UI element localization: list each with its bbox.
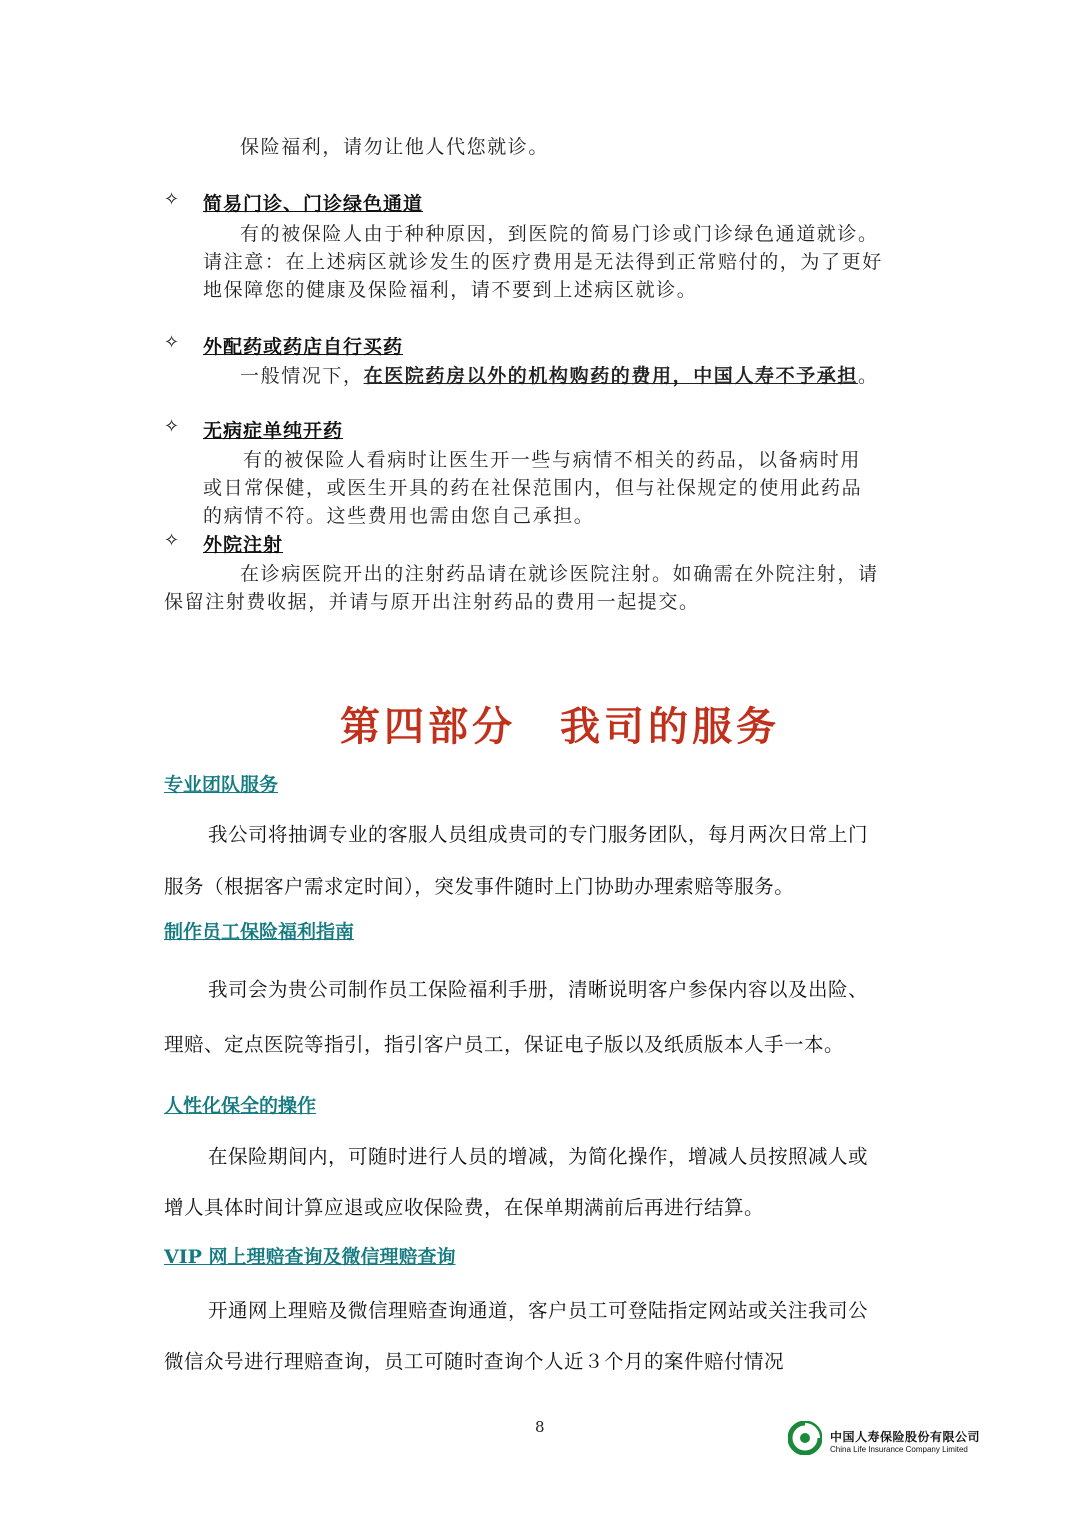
bullet-line-mixed: [240, 361, 879, 388]
bullet-diamond-icon: ✧: [164, 189, 180, 210]
section-title-benefit-guide: 制作员工保险福利指南: [164, 921, 355, 943]
bullet-line: 保留注射费收据，并请与原开出注射药品的费用一起提交。: [164, 591, 700, 613]
section-line: 我司会为贵公司制作员工保险福利手册，清晰说明客户参保内容以及出险、: [208, 978, 869, 1001]
bullet-line: 地保障您的健康及保险福利，请不要到上述病区就诊。: [203, 279, 698, 301]
section-line: 理赔、定点医院等指引，指引客户员工，保证电子版以及纸质版本人手一本。: [164, 1033, 845, 1056]
section-line: 在保险期间内，可随时进行人员的增减，为简化操作，增减人员按照减人或: [208, 1145, 869, 1168]
section-line: 微信众号进行理赔查询，员工可随时查询个人近３个月的案件赔付情况: [164, 1350, 785, 1373]
logo-chinese-name: 中国人寿保险股份有限公司: [830, 1430, 981, 1444]
section-title-preservation: 人性化保全的操作: [164, 1095, 317, 1117]
bullet-line: 有的被保险人由于种种原因，到医院的简易门诊或门诊绿色通道就诊。: [240, 223, 879, 245]
section-line: 我公司将抽调专业的客服人员组成贵司的专门服务团队，每月两次日常上门: [208, 823, 869, 846]
china-life-logo-icon: [788, 1421, 822, 1455]
bullet-diamond-icon: ✧: [164, 530, 180, 551]
bullet-diamond-icon: ✧: [164, 332, 180, 353]
bullet-line-suffix: 。: [858, 365, 879, 387]
logo-english-name: China Life Insurance Company Limited: [830, 1445, 968, 1454]
bullet-line: 请注意：在上述病区就诊发生的医疗费用是无法得到正常赔付的，为了更好: [203, 251, 883, 273]
bullet-line: 在诊病医院开出的注射药品请在就诊医院注射。如确需在外院注射，请: [240, 563, 879, 585]
section-title-vip-claims: VIP 网上理赔查询及微信理赔查询: [164, 1246, 456, 1268]
bullet-title-simple-clinic: 简易门诊、门诊绿色通道: [203, 193, 424, 215]
bullet-title-no-symptom-medicine: 无病症单纯开药: [203, 420, 344, 442]
section-line: 服务（根据客户需求定时间），突发事件随时上门协助办理索赔等服务。: [164, 875, 795, 898]
bullet-line-emphasis: 在医院药房以外的机构购药的费用，中国人寿不予承担: [363, 365, 859, 387]
bullet-diamond-icon: ✧: [164, 416, 180, 437]
bullet-line: 的病情不符。这些费用也需由您自己承担。: [203, 505, 595, 527]
continuation-text: 保险福利，请勿让他人代您就诊。: [240, 136, 550, 158]
section-title-professional-team: 专业团队服务: [164, 774, 279, 796]
bullet-title-external-injection: 外院注射: [203, 534, 284, 556]
bullet-line-prefix: 一般情况下，: [240, 365, 364, 387]
bullet-title-external-medicine: 外配药或药店自行买药: [203, 336, 404, 358]
part-heading: 第四部分 我司的服务: [340, 703, 780, 750]
section-line: 开通网上理赔及微信理赔查询通道，客户员工可登陆指定网站或关注我司公: [208, 1299, 869, 1322]
page-number: 8: [535, 1418, 545, 1436]
bullet-line: 有的被保险人看病时让医生开一些与病情不相关的药品，以备病时用: [243, 449, 862, 471]
section-line: 增人具体时间计算应退或应收保险费，在保单期满前后再进行结算。: [164, 1196, 765, 1219]
bullet-line: 或日常保健，或医生开具的药在社保范围内，但与社保规定的使用此药品: [203, 477, 863, 499]
